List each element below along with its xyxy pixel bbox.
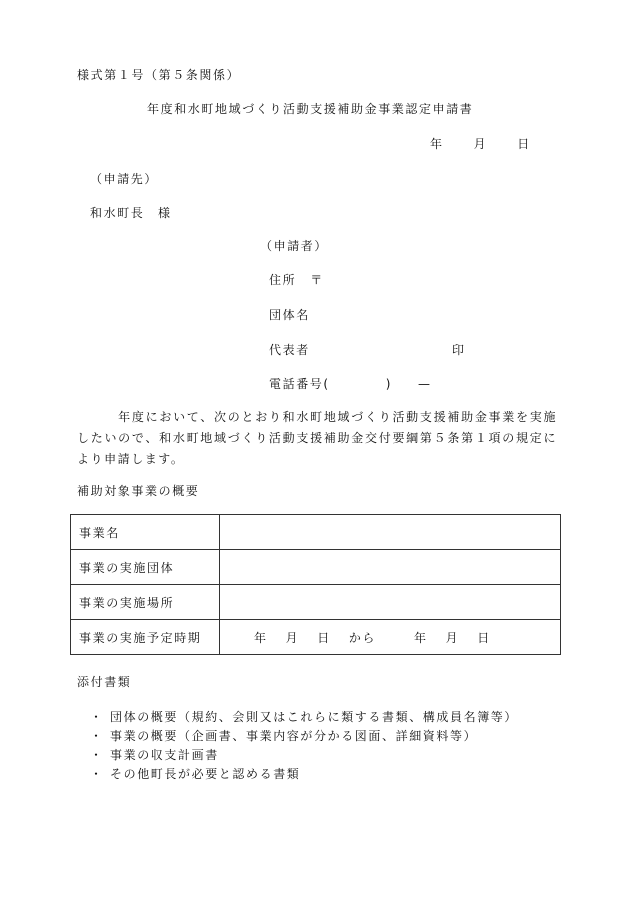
period-year-start: 年 (254, 630, 268, 645)
postal-mark: 〒 (310, 273, 324, 287)
period-from: から (348, 630, 377, 645)
phone-close: ) (385, 377, 392, 391)
attachment-text: 事業の概要（企画書、事業内容が分かる図面、詳細資料等） (110, 729, 478, 743)
date-month: 月 (473, 137, 488, 151)
date-day: 日 (517, 137, 531, 151)
period-day-end: 日 (477, 630, 491, 645)
table-row (71, 585, 561, 620)
representative-label: 代表者 (269, 343, 310, 357)
period-year-end: 年 (414, 630, 428, 645)
period-month-end: 月 (445, 630, 460, 645)
row-label-location: 事業の実施場所 (71, 585, 220, 620)
attachment-text: 事業の収支計画書 (110, 748, 219, 762)
bullet-mark: ・ (90, 710, 104, 724)
summary-table (70, 514, 561, 655)
phone-label: 電話番号( (269, 377, 330, 391)
bullet-mark: ・ (90, 767, 104, 781)
address-row (269, 272, 324, 288)
row-value-project-name (220, 515, 561, 550)
group-name-row (269, 307, 310, 323)
list-item (90, 727, 518, 746)
attachment-text: その他町長が必要と認める書類 (110, 767, 301, 781)
form-number: 様式第１号（第５条関係） (77, 68, 241, 82)
phone-dash: — (417, 377, 432, 391)
attachments-list (90, 708, 518, 784)
application-body-text: 年度において、次のとおり和水町地域づくり活動支援補助金事業を実施したいので、和水町地域づくり活動支援補助金交付要綱第５条第１項の規定により申請します。 (77, 410, 557, 466)
bullet-mark: ・ (90, 729, 104, 743)
row-value-schedule (220, 620, 561, 655)
row-label-implementing-group: 事業の実施団体 (71, 550, 220, 585)
table-row (71, 620, 561, 655)
recipient-name: 和水町長 様 (90, 206, 172, 220)
document-title: 年度和水町地域づくり活動支援補助金事業認定申請書 (147, 102, 474, 116)
group-name-label: 団体名 (269, 308, 310, 322)
representative-row (269, 342, 310, 358)
attachment-text: 団体の概要（規約、会則又はこれらに類する書類、構成員名簿等） (110, 710, 519, 724)
table-row (71, 515, 561, 550)
applicant-label: （申請者） (260, 239, 329, 253)
address-label: 住所 (269, 273, 297, 287)
row-value-implementing-group (220, 550, 561, 585)
row-label-schedule: 事業の実施予定時期 (71, 620, 220, 655)
list-item (90, 765, 518, 784)
table-row (71, 550, 561, 585)
date-line (430, 136, 531, 152)
summary-heading: 補助対象事業の概要 (77, 484, 200, 498)
phone-row (269, 376, 432, 392)
list-item (90, 708, 518, 727)
seal-mark: 印 (452, 343, 466, 357)
attachments-heading: 添付書類 (77, 675, 132, 689)
period-day-start: 日 (317, 630, 331, 645)
bullet-mark: ・ (90, 748, 104, 762)
period-month-start: 月 (285, 630, 300, 645)
row-label-project-name: 事業名 (71, 515, 220, 550)
row-value-location (220, 585, 561, 620)
date-year: 年 (430, 137, 444, 151)
recipient-label: （申請先） (90, 172, 159, 186)
list-item (90, 746, 518, 765)
